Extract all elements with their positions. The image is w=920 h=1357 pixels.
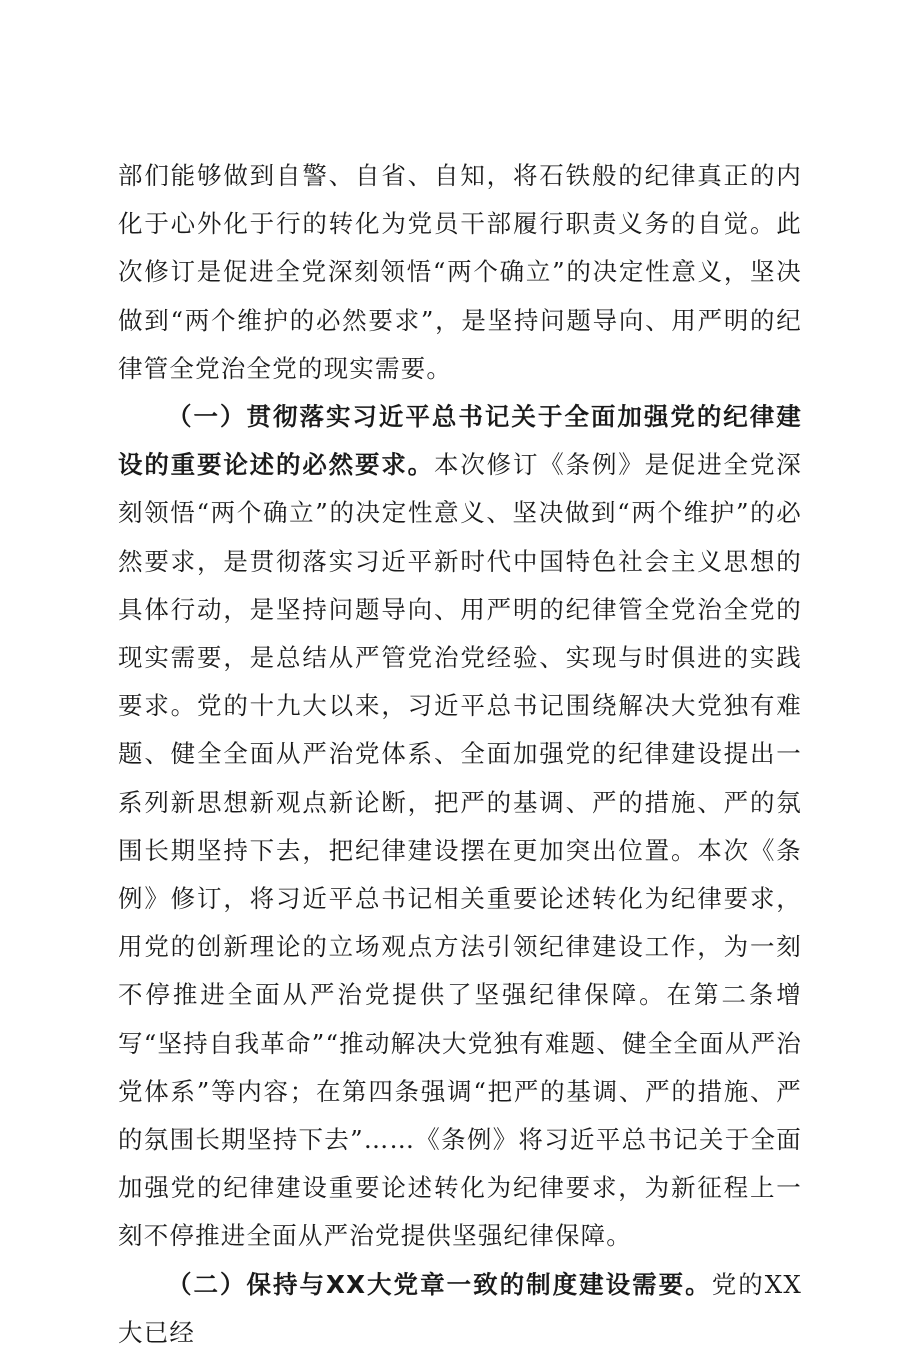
paragraph-continuation (118, 152, 802, 393)
document-body (118, 152, 802, 1357)
section-heading: （一）贯彻落实习近平总书记关于全面加强党的纪律建设的重要论述的必然要求。 (118, 402, 802, 480)
paragraph-text: 部们能够做到自警、自省、自知，将石铁般的纪律真正的内化于心外化于行的转化为党员干部履行职责义务的自觉。此次修订是促进全党深刻领悟“两个确立”的决定性意义，坚决做到“两个维护的必然要求”，是坚持问题导向、用严明的纪律管全党治全党的现实需要。 (118, 161, 802, 383)
paragraph-text: 党的XX大已经 (118, 1269, 802, 1347)
paragraph-section-two (118, 1261, 802, 1357)
section-heading: （二）保持与XX大党章一致的制度建设需要。 (167, 1269, 712, 1299)
paragraph-text: 本次修订《条例》是促进全党深刻领悟“两个确立”的决定性意义、坚决做到“两个维护”的必然要求，是贯彻落实习近平新时代中国特色社会主义思想的具体行动，是坚持问题导向、用严明的纪律管全党治全党的现实需要，是总结从严管党治党经验、实现与时俱进的实践要求。党的十九大以来，习近平总书记围绕解决大党独有难题、健全全面从严治党体系、全面加强党的纪律建设提出一系列新思想新观点新论断，把严的基调、严的措施、严的氛围长期坚持下去，把纪律建设摆在更加突出位置。本次《条例》修订，将习近平总书记相关重要论述转化为纪律要求，用党的创新理论的立场观点方法引领纪律建设工作，为一刻不停推进全面从严治党提供了坚强纪律保障。在第二条增写“坚持自我革命”“推动解决大党独有难题、健全全面从严治党体系”等内容；在第四条强调“把严的基调、严的措施、严的氛围长期坚持下去”……《条例》将习近平总书记关于全面加强党的纪律建设重要论述转化为纪律要求，为新征程上一刻不停推进全面从严治党提供坚强纪律保障。 (118, 450, 802, 1251)
paragraph-section-one (118, 393, 802, 1261)
